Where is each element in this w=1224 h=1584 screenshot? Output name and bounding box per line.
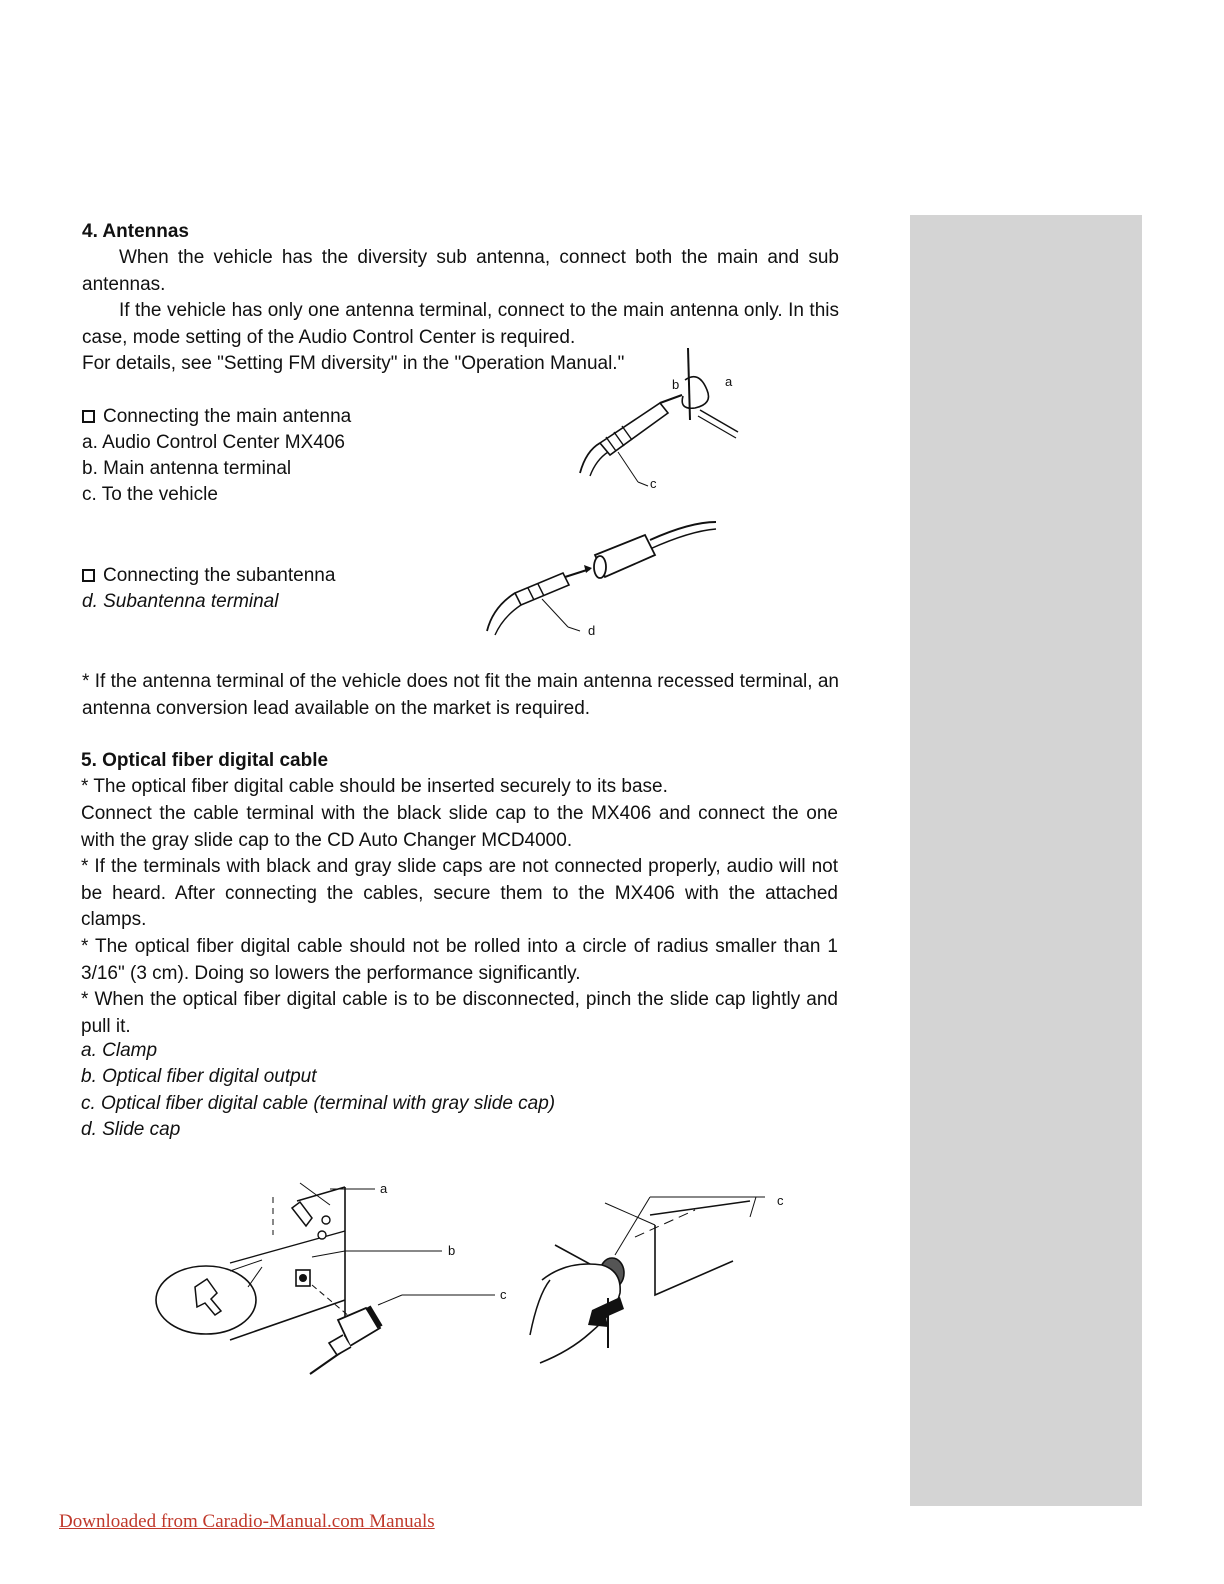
sub-antenna-title-text: Connecting the subantenna (103, 565, 336, 586)
main-antenna-item-c: c. To the vehicle (82, 484, 218, 505)
optical-item-a: a. Clamp (81, 1040, 158, 1061)
fig1-label-b: b (672, 377, 680, 392)
checkbox-icon (82, 410, 95, 423)
main-antenna-item-a: a. Audio Control Center MX406 (82, 432, 345, 453)
antennas-para-2: If the vehicle has only one antenna terminal, connect to the main antenna only. In this case, mode setting of the Audio Control Center is required. (82, 300, 839, 348)
slide-cap-removal-figure (520, 1185, 790, 1370)
fig3-label-b: b (448, 1243, 456, 1258)
optical-item-c: c. Optical fiber digital cable (terminal with gray slide cap) (81, 1093, 556, 1114)
sub-antenna-title (82, 563, 335, 590)
optical-note-4: * The optical fiber digital cable should not be rolled into a circle of radius smaller than 1 3/16" (3 cm). Doing so lowers the performance significantly. (81, 936, 838, 984)
optical-item-d: d. Slide cap (81, 1119, 181, 1140)
main-antenna-title-text: Connecting the main antenna (103, 406, 352, 427)
sub-antenna-item-d: d. Subantenna terminal (82, 591, 279, 612)
main-antenna-item-b: b. Main antenna terminal (82, 458, 292, 479)
fig2-label-d: d (588, 623, 596, 638)
subantenna-figure (480, 515, 730, 640)
optical-note-3: * If the terminals with black and gray slide caps are not connected properly, audio will not be heard. After connecting the cables, secure them to the MX406 with the attached clamps. (81, 856, 838, 930)
download-source-link[interactable]: Downloaded from Caradio-Manual.com Manuals (59, 1511, 435, 1532)
optical-heading: 5. Optical fiber digital cable (81, 750, 329, 771)
main-antenna-figure (560, 340, 760, 500)
gray-sidebar-panel (910, 215, 1142, 1506)
antennas-heading: 4. Antennas (82, 221, 189, 242)
antennas-para-3: For details, see "Setting FM diversity" in the "Operation Manual." (82, 353, 625, 374)
fig4-label-c: c (777, 1193, 784, 1208)
antenna-conversion-note: * If the antenna terminal of the vehicle does not fit the main antenna recessed terminal, an antenna conversion lead available on the market is required. (82, 671, 839, 719)
main-antenna-title (82, 404, 351, 431)
optical-note-5: * When the optical fiber digital cable is to be disconnected, pinch the slide cap lightly and pull it. (81, 989, 838, 1037)
fig3-label-a: a (380, 1181, 388, 1196)
optical-note-2: Connect the cable terminal with the black slide cap to the MX406 and connect the one with the gray slide cap to the CD Auto Changer MCD4000. (81, 803, 838, 851)
fig1-label-c: c (650, 476, 657, 491)
optical-note-1: * The optical fiber digital cable should be inserted securely to its base. (81, 776, 668, 797)
optical-item-b: b. Optical fiber digital output (81, 1066, 317, 1087)
checkbox-icon (82, 569, 95, 582)
optical-connection-figure (150, 1175, 520, 1375)
fig3-label-c: c (500, 1287, 507, 1302)
antennas-para-1: When the vehicle has the diversity sub antenna, connect both the main and sub antennas. (82, 247, 839, 295)
fig1-label-a: a (725, 374, 733, 389)
